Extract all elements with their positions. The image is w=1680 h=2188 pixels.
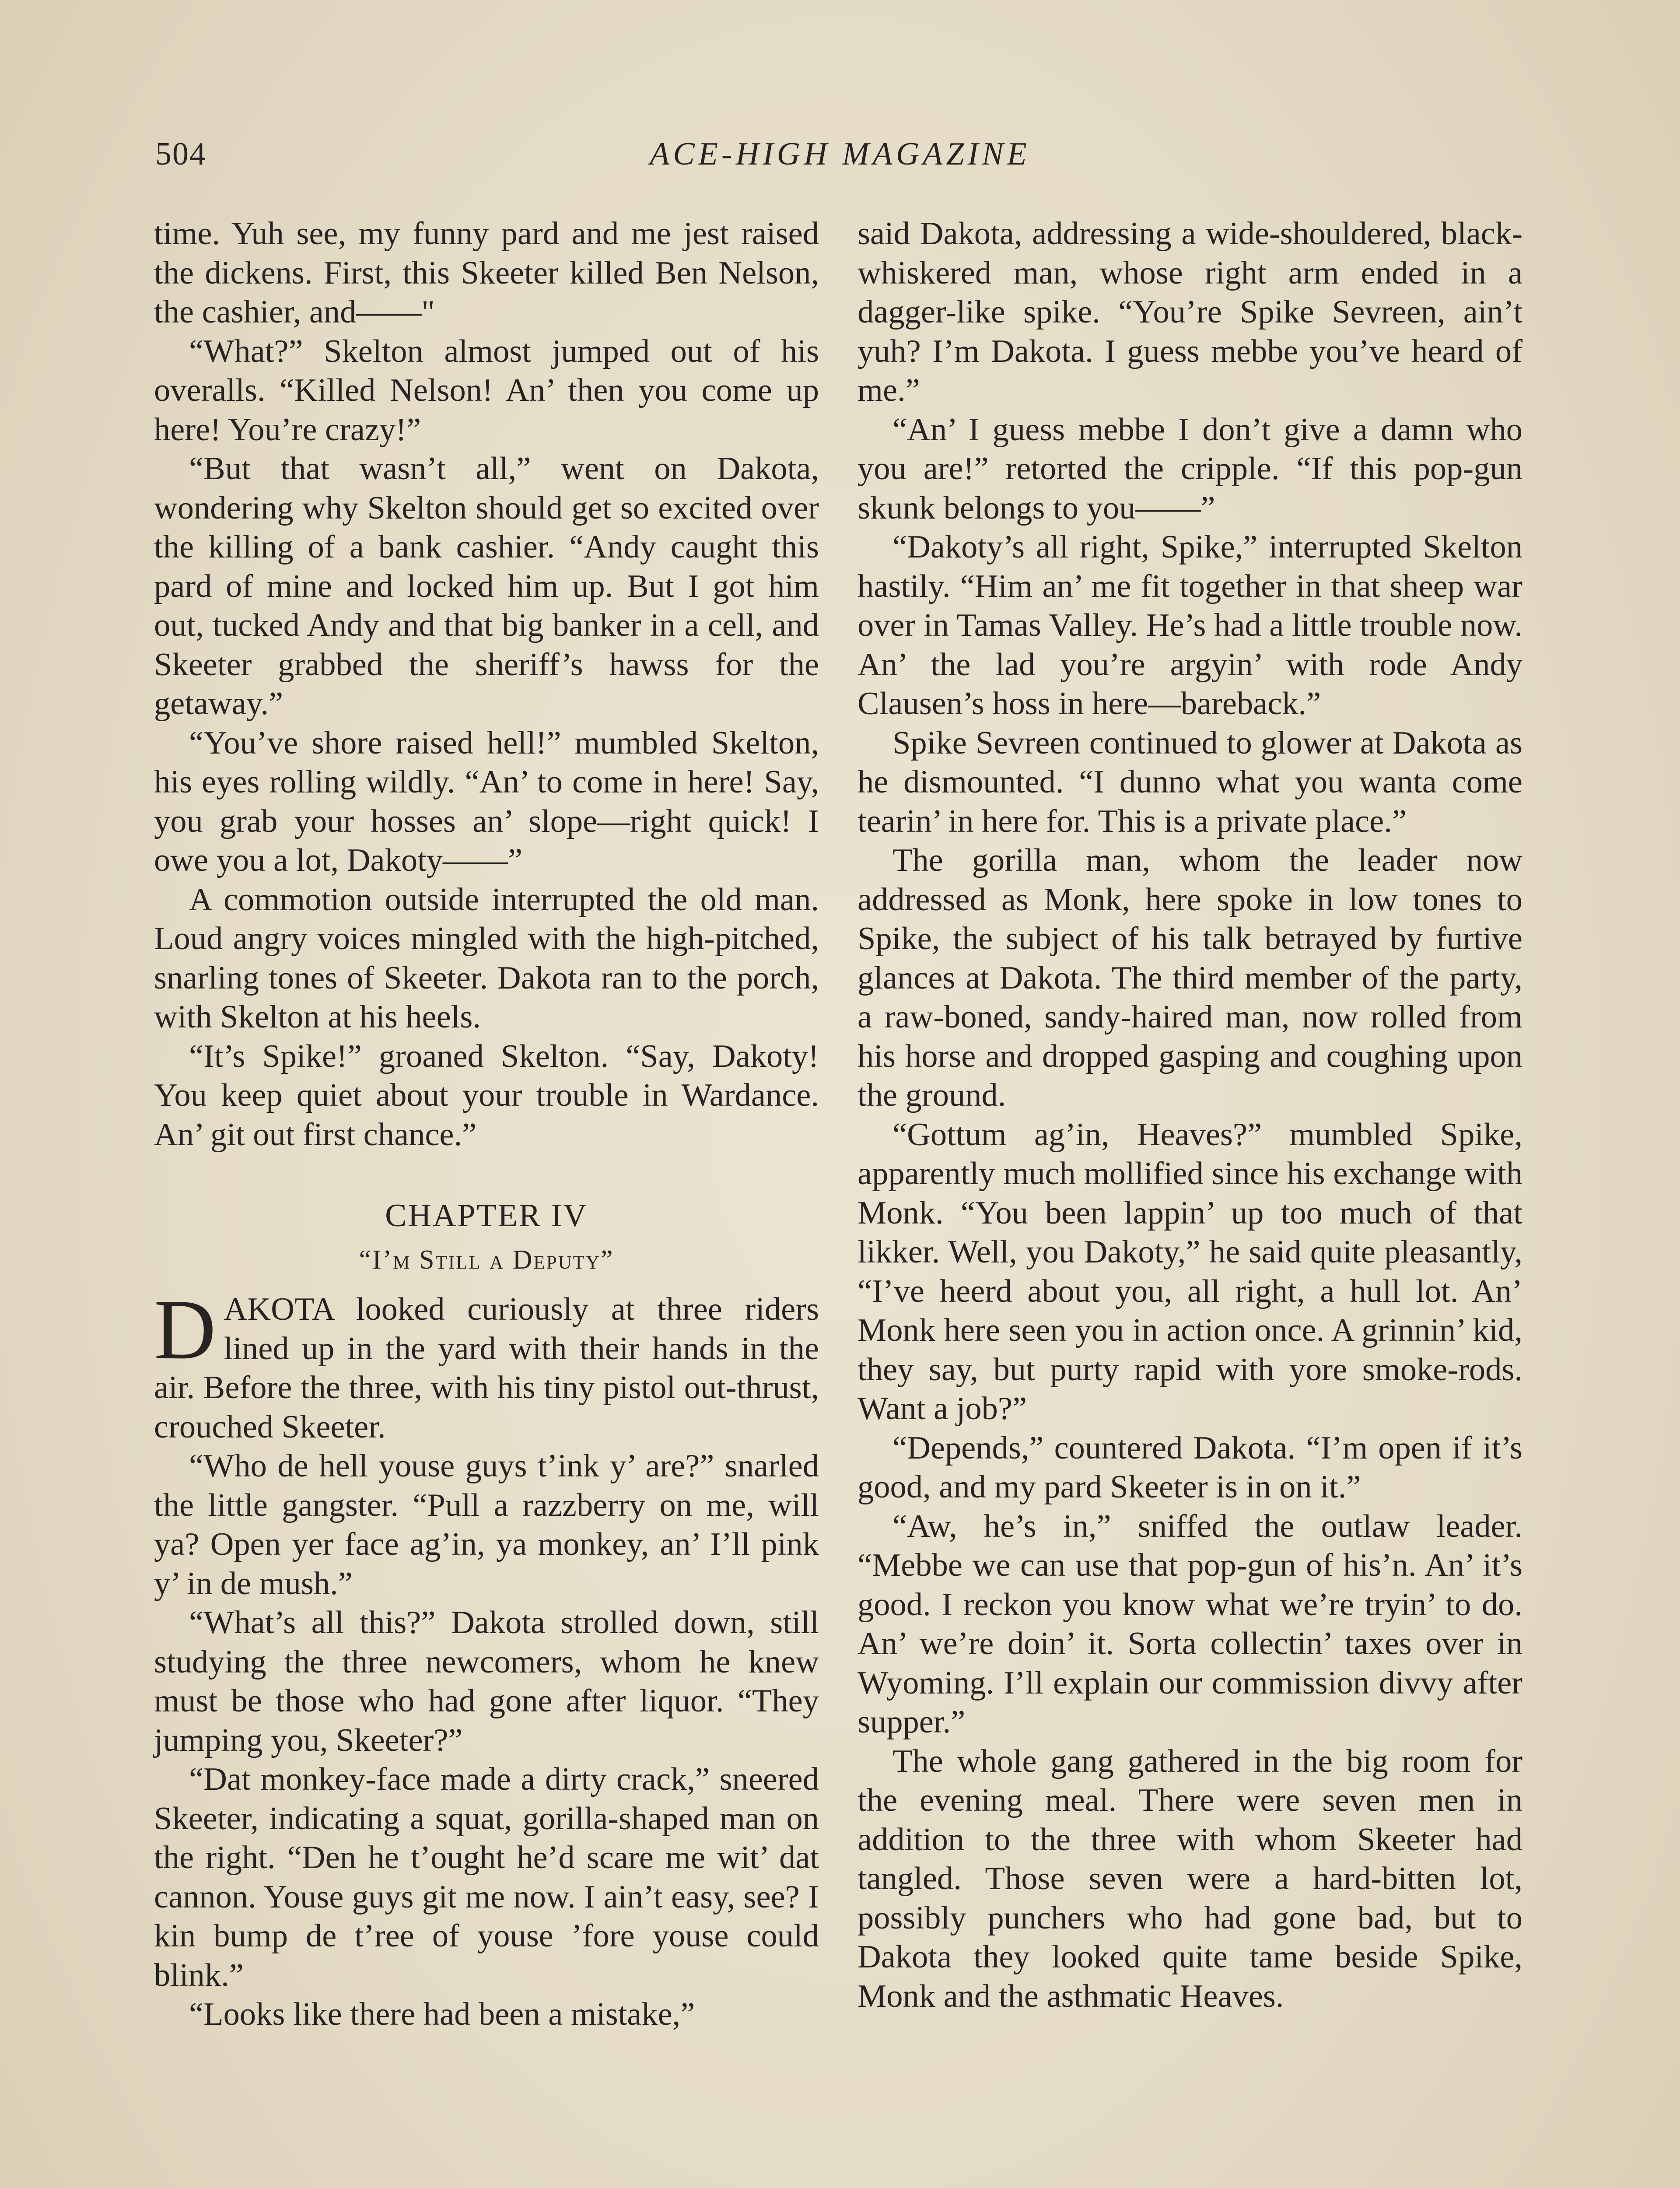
paragraph: “Aw, he’s in,” sniffed the outlaw leader. “Mebbe we can use that pop-gun of his’n. An’ it’s good. I reckon you know what we’re tryin’ to do. An’ we’re doin’ it. Sorta collectin’ taxes over in Wyoming. I’ll explain our commission divvy after supper.” (858, 1508, 1522, 1740)
paragraph: “Gottum ag’in, Heaves?” mumbled Spike, apparently much mollified since his exchange with Monk. “You been lappin’ up too much of that likker. Well, you Dakoty,” he said quite pleasantly, “I’ve heerd about you, all right, a hull lot. An’ Monk here seen you in action once. A grinnin’ kid, they say, but purty rapid with yore smoke-rods. Want a job?” (858, 1116, 1522, 1427)
paragraph: The gorilla man, whom the leader now addressed as Monk, here spoke in low tones to Spike, the subject of his talk betrayed by furtive glances at Dakota. The third member of the party, a raw-boned, sandy-haired man, now rolled from his horse and dropped gasping and coughing upon the ground. (858, 842, 1522, 1113)
magazine-title: ACE-HIGH MAGAZINE (650, 136, 1030, 172)
paragraph: “You’ve shore raised hell!” mumbled Skelton, his eyes rolling wildly. “An’ to come in here! Say, you grab your hosses an’ slope—right quick! I owe you a lot, Dakoty——” (154, 725, 819, 878)
chapter-first-paragraph (154, 1282, 819, 1447)
page-header (155, 131, 1525, 179)
paragraph: “Depends,” countered Dakota. “I’m open if it’s good, and my pard Skeeter is in on it.” (858, 1430, 1522, 1505)
paragraph: Spike Sevreen continued to glower at Dakota as he dismounted. “I dunno what you wanta come tearin’ in here for. This is a private place.” (858, 725, 1522, 839)
paragraph: “Who de hell youse guys t’ink y’ are?” snarled the little gangster. “Pull a razzberry on me, will ya? Open yer face ag’in, ya monkey, an’ I’ll pink y’ in de mush.” (154, 1448, 819, 1602)
chapter-subtitle: “I’m Still a Deputy” (359, 1245, 614, 1275)
left-column (154, 214, 819, 2034)
paragraph: A commotion outside interrupted the old man. Loud angry voices mingled with the high-pitched, snarling tones of Skeeter. Dakota ran to the porch, with Skelton at his heels. (154, 881, 819, 1035)
paragraph: “It’s Spike!” groaned Skelton. “Say, Dakoty! You keep quiet about your trouble in Wardance. An’ git out first chance.” (154, 1038, 819, 1153)
paragraph: “What?” Skelton almost jumped out of his overalls. “Killed Nelson! An’ then you come up here! You’re crazy!” (154, 333, 819, 448)
paragraph: “An’ I guess mebbe I don’t give a damn who you are!” retorted the cripple. “If this pop-gun skunk belongs to you——” (858, 411, 1522, 526)
chapter-heading: CHAPTER IV (385, 1198, 588, 1234)
right-column (858, 214, 1522, 2016)
paragraph: time. Yuh see, my funny pard and me jest raised the dickens. First, this Skeeter killed Ben Nelson, the cashier, and——" (154, 216, 819, 330)
chapter-first-paragraph-text: AKOTA looked curiously at three riders lined up in the yard with their hands in the air. Before the three, with his tiny pistol out-thrust, crouched Skeeter. (154, 1291, 819, 1445)
paragraph: said Dakota, addressing a wide-shouldered, black-whiskered man, whose right arm ended in a dagger-like spike. “You’re Spike Sevreen, ain’t yuh? I’m Dakota. I guess mebbe you’ve heard of me.” (858, 216, 1522, 408)
paragraph: “But that wasn’t all,” went on Dakota, wondering why Skelton should get so excited over the killing of a bank cashier. “Andy caught this pard of mine and locked him up. But I got him out, tucked Andy and that big banker in a cell, and Skeeter grabbed the sheriff’s hawss for the getaway.” (154, 451, 819, 722)
page-number: 504 (155, 136, 206, 172)
paragraph: “Dakoty’s all right, Spike,” interrupted Skelton hastily. “Him an’ me fit together in that sheep war over in Tamas Valley. He’s had a little trouble now. An’ the lad you’re argyin’ with rode Andy Clausen’s hoss in here—bareback.” (858, 529, 1522, 722)
paragraph: “Dat monkey-face made a dirty crack,” sneered Skeeter, indicating a squat, gorilla-shaped man on the right. “Den he t’ought he’d scare me wit’ dat cannon. Youse guys git me now. I ain’t easy, see? I kin bump de t’ree of youse ’fore youse could blink.” (154, 1761, 819, 1993)
paragraph: “Looks like there had been a mistake,” (189, 1996, 695, 2032)
drop-cap: D (154, 1282, 216, 1377)
paragraph: “What’s all this?” Dakota strolled down, still studying the three newcomers, whom he knew must be those who had gone after liquor. “They jumping you, Skeeter?” (154, 1605, 819, 1758)
paragraph: The whole gang gathered in the big room for the evening meal. There were seven men in addition to the three with whom Skeeter had tangled. Those seven were a hard-bitten lot, possibly punchers who had gone bad, but to Dakota they looked quite tame beside Spike, Monk and the asthmatic Heaves. (858, 1743, 1522, 2014)
